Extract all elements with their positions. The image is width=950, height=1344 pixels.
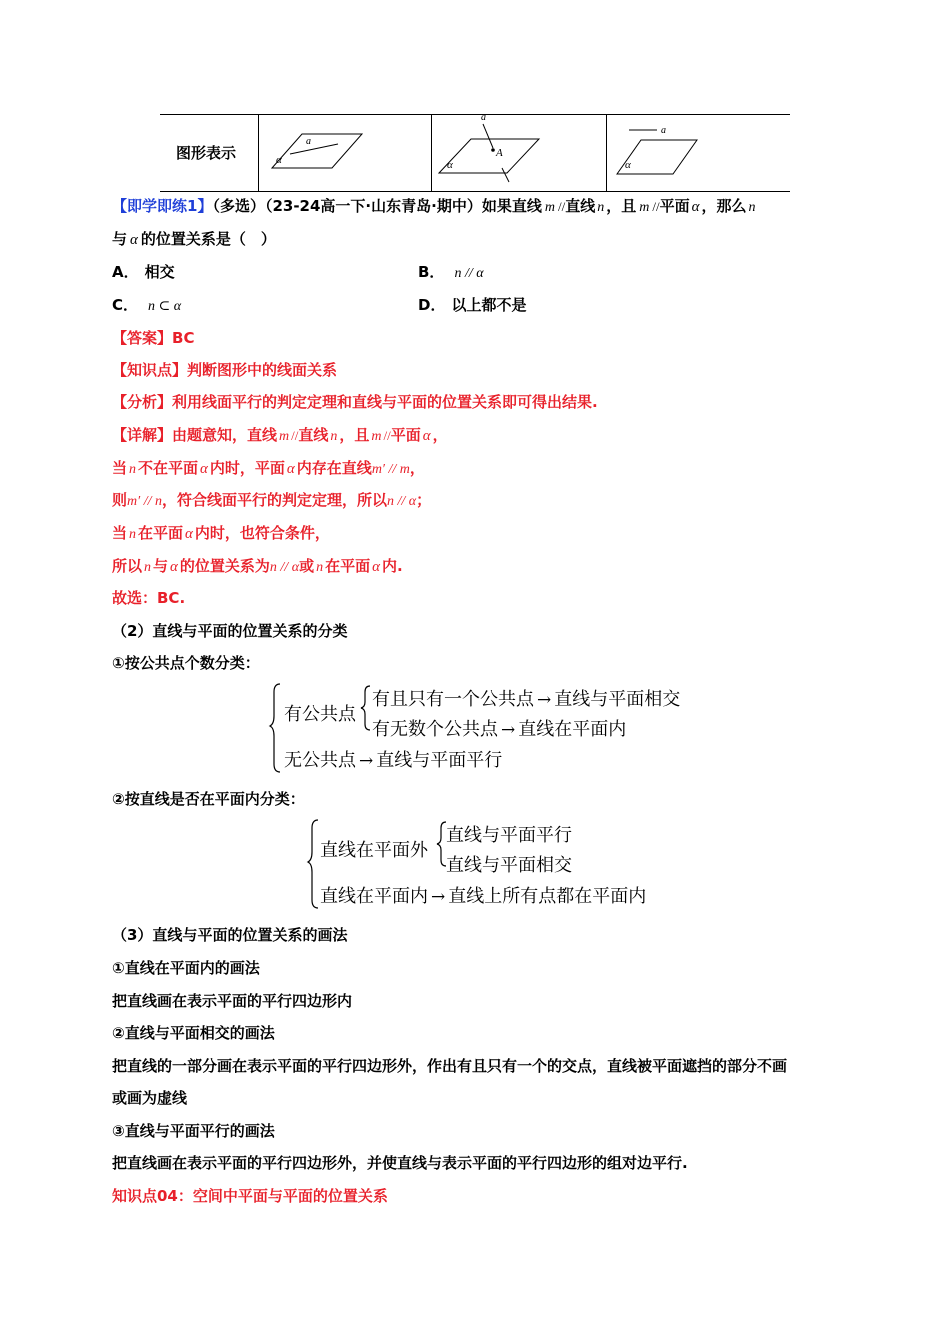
plane-parallelogram: [272, 134, 362, 168]
table-divider: [606, 114, 607, 191]
section3-s1: ①直线在平面内的画法: [112, 959, 260, 977]
table-divider: [431, 114, 432, 191]
outer-brace: [308, 820, 318, 908]
label-a: a: [661, 125, 666, 136]
outer-brace: [270, 684, 280, 772]
knowledge-line: 【知识点】判断图形中的线面关系: [112, 361, 338, 379]
section2-sub1: ①按公共点个数分类：: [112, 654, 260, 672]
point-A: [491, 148, 495, 152]
plane-parallelogram: [439, 139, 539, 173]
section3-s3-text: 把直线画在表示平面的平行四边形外，并使直线与表示平面的平行四边形的组对边平行.: [112, 1154, 688, 1172]
final-answer: 故选：BC.: [112, 589, 186, 607]
table-bottom-border: [160, 191, 790, 192]
line-a-below: [502, 168, 509, 182]
analysis-line: 【分析】利用线面平行的判定定理和直线与平面的位置关系即可得出结果.: [112, 393, 598, 411]
section2-sub2: ②按直线是否在平面内分类：: [112, 790, 305, 808]
label-a: a: [481, 112, 486, 123]
line-a: [290, 144, 338, 154]
line-a: [483, 124, 493, 148]
section3-s2-text-2: 或画为虚线: [112, 1089, 188, 1107]
label-alpha: α: [276, 154, 282, 166]
exercise-tag: 【即学即练1】: [112, 197, 213, 215]
c2-root-b: 直线在平面内 → 直线上所有点都在平面内: [320, 886, 647, 907]
c2-branch-a1: 直线与平面平行: [446, 825, 572, 846]
inner-brace: [437, 822, 446, 866]
option-C[interactable]: C． n ⊂ α: [112, 296, 182, 314]
answer-line: 【答案】BC: [112, 329, 195, 347]
exercise-question-line2: 与 α 的位置关系是（ ）: [112, 230, 276, 248]
c2-root-a: 直线在平面外: [320, 840, 428, 861]
detail-line2: 当 n 不在平面 α 内时，平面 α 内存在直线m′ // m，: [112, 459, 425, 477]
figure-line-parallel-plane: [609, 118, 787, 188]
next-section-heading: 知识点04：空间中平面与平面的位置关系: [112, 1187, 388, 1205]
figure-line-intersects-plane: [433, 110, 605, 190]
label-A: A: [496, 147, 503, 159]
section3-heading: （3）直线与平面的位置关系的画法: [112, 926, 348, 944]
exercise-question-line1: 【即学即练1】（多选）（23-24高一下·山东青岛·期中）如果直线 m //直线 n ，且 m //平面 α ，那么 n: [112, 197, 756, 215]
label-alpha: α: [447, 159, 453, 171]
c2-branch-a2: 直线与平面相交: [446, 855, 572, 876]
table-divider: [258, 114, 259, 191]
inner-brace: [361, 686, 370, 730]
figure-line-in-plane: [262, 118, 428, 188]
c1-root-b: 无公共点 → 直线与平面平行: [284, 750, 503, 771]
table-row-label: 图形表示: [176, 144, 237, 162]
option-D[interactable]: D． 以上都不是: [418, 296, 527, 314]
label-alpha: α: [625, 159, 631, 171]
c1-branch-a2: 有无数个公共点 → 直线在平面内: [372, 719, 627, 740]
detail-line1: 【详解】由题意知，直线 m //直线 n ，且 m //平面 α ，: [112, 426, 448, 444]
detail-line4: 当 n 在平面 α 内时，也符合条件，: [112, 524, 330, 542]
label-a: a: [306, 136, 311, 147]
option-A[interactable]: A． 相交: [112, 263, 175, 281]
detail-line5: 所以 n 与 α 的位置关系为n // α或 n 在平面 α 内.: [112, 557, 403, 575]
section3-s1-text: 把直线画在表示平面的平行四边形内: [112, 992, 353, 1010]
option-B[interactable]: B． n // α: [418, 263, 484, 281]
section3-s2: ②直线与平面相交的画法: [112, 1024, 275, 1042]
detail-line3: 则m′ // n，符合线面平行的判定定理，所以n // α；: [112, 491, 432, 509]
section2-heading: （2）直线与平面的位置关系的分类: [112, 622, 348, 640]
section3-s2-text-1: 把直线的一部分画在表示平面的平行四边形外，作出有且只有一个的交点，直线被平面遮挡的部分不画: [112, 1057, 788, 1075]
c1-branch-a1: 有且只有一个公共点 → 直线与平面相交: [372, 689, 681, 710]
section3-s3: ③直线与平面平行的画法: [112, 1122, 275, 1140]
c1-root-a: 有公共点: [284, 704, 356, 725]
